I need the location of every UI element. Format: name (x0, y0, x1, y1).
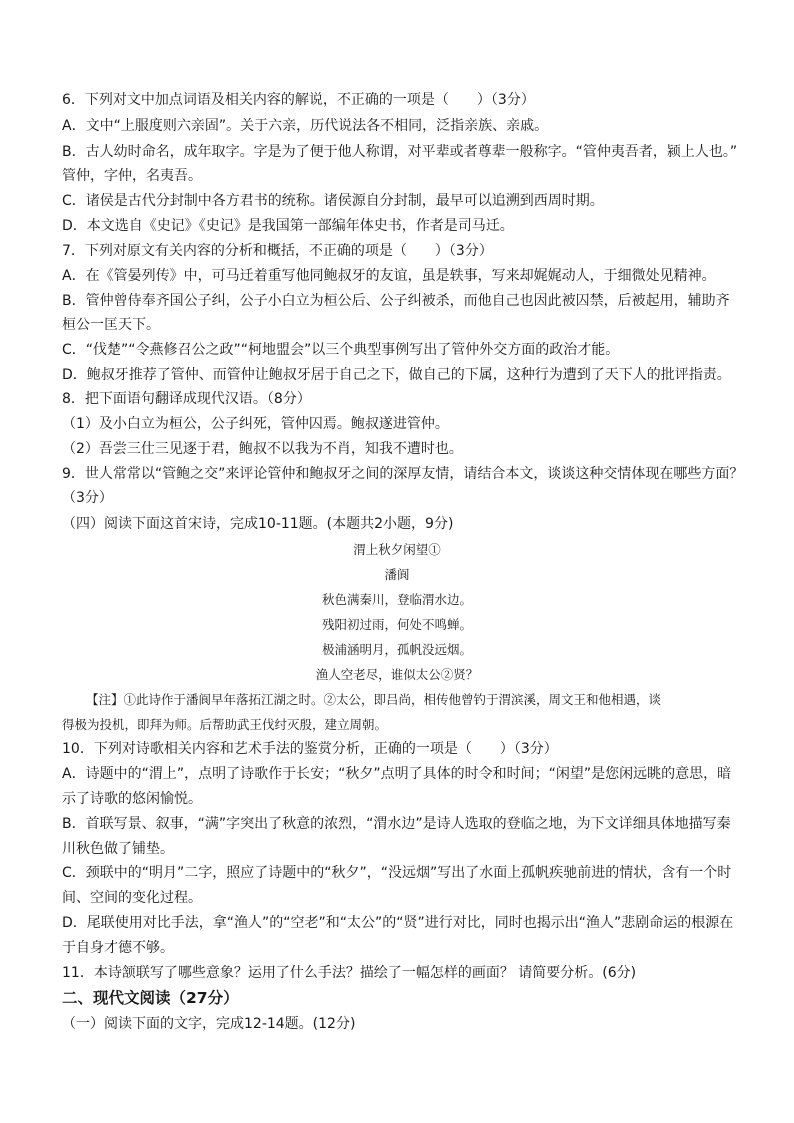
q6-option-d: D．本文选自《史记》《史记》是我国第一部编年体史书，作者是司马迁。 (62, 218, 514, 234)
q9-stem-line2: （3分） (62, 490, 113, 506)
q7-stem: 7．下列对原文有关内容的分析和概括，不正确的项是（ ）（3分） (62, 243, 493, 259)
q7-option-d: D．鲍叔牙推荐了管仲、而管仲让鲍叔牙居于自己之下，做自己的下属，这种行为遭到了天下人的批评指责。 (62, 367, 731, 383)
q6-option-a: A．文中“上服度则六亲固”。关于六亲，历代说法各不相同，泛指亲族、亲戚。 (62, 118, 549, 134)
poem-author: 潘阆 (384, 567, 410, 582)
q10-stem: 10．下列对诗歌相关内容和艺术手法的鉴赏分析，正确的一项是（ ）（3分） (62, 741, 558, 757)
q7-option-b-line1: B．管仲曾侍奉齐国公子纠，公子小白立为桓公后、公子纠被杀，而他自己也因此被囚禁，后被起用，辅助齐 (62, 293, 730, 309)
q6-option-c: C．诸侯是古代分封制中各方君书的统称。诸侯源自分封制，最早可以追溯到西周时期。 (62, 193, 604, 209)
poem-line-1: 秋色满秦川，登临渭水边。 (321, 592, 472, 607)
q10-option-a-line2: 示了诗歌的悠闲愉悦。 (62, 791, 202, 807)
poem-note-line1: 【注】①此诗作于潘阆早年落拓江湖之时。②太公，即吕尚，相传他曾钓于渭滨溪，周文王和他相遇，谈 (86, 692, 662, 707)
q10-option-b-line2: 川秋色做了铺垫。 (62, 841, 174, 857)
poem-note-line2: 得极为投机，即拜为师。后帮助武王伐纣灭殷，建立周朝。 (62, 717, 388, 732)
part4-heading: （四）阅读下面这首宋诗，完成10-11题。(本题共2小题，9分) (62, 516, 454, 532)
q10-option-c-line1: C．颈联中的“明月”二字，照应了诗题中的“秋夕”，“没远烟”写出了水面上孤帆疾驰前进的情状，含有一个时 (62, 865, 732, 881)
poem-line-2: 残阳初过雨，何处不鸣蝉。 (321, 617, 472, 632)
section-2-subheading: （一）阅读下面的文字，完成12-14题。(12分) (62, 1016, 356, 1032)
poem-line-4: 渔人空老尽，谁似太公②贤？ (315, 667, 479, 682)
q11-stem: 11．本诗颔联写了哪些意象？运用了什么手法？描绘了一幅怎样的画面？ 请简要分析。(6分) (62, 965, 637, 981)
q10-option-b-line1: B．首联写景、叙事，“满”字突出了秋意的浓烈，“渭水边”是诗人选取的登临之地，为下文详细具体地描写秦 (62, 816, 731, 832)
q8-sentence-1: （1）及小白立为桓公，公子纠死，管仲囚焉。鲍叔遂进管仲。 (62, 416, 449, 432)
q10-option-a-line1: A．诗题中的“渭上”，点明了诗歌作于长安；“秋夕”点明了具体的时令和时间；“闲望”是您闲远眺的意思，暗 (62, 766, 732, 782)
q10-option-d-line2: 于自身才德不够。 (62, 940, 174, 956)
q8-sentence-2: （2）吾尝三仕三见逐于君，鲍叔不以我为不肖，知我不遭时也。 (62, 441, 463, 457)
q7-option-b-line2: 桓公一匡天下。 (62, 317, 160, 333)
q7-option-c: C．“伐楚”“令燕修召公之政”“柯地盟会”以三个典型事例写出了管仲外交方面的政治才能。 (62, 342, 620, 358)
poem-line-3: 极浦涵明月，孤帆没远烟。 (321, 642, 472, 657)
q6-option-b-line1: B．古人幼时命名，成年取字。字是为了便于他人称谓，对平辈或者尊辈一般称字。“管仲夷吾者，颍上人也。” (62, 144, 738, 160)
section-2-heading: 二、现代文阅读（27分） (62, 989, 239, 1007)
q10-option-c-line2: 间、空间的变化过程。 (62, 890, 202, 906)
q10-option-d-line1: D．尾联使用对比手法，拿“渔人”的“空老”和“太公”的“贤”进行对比，同时也揭示出“渔人”悲剧命运的根源在 (62, 915, 734, 931)
q6-stem: 6．下列对文中加点词语及相关内容的解说，不正确的一项是（ ）（3分） (62, 92, 535, 108)
poem-title: 渭上秋夕闲望① (353, 542, 441, 557)
q6-option-b-line2: 管仲，字仲，名夷吾。 (62, 168, 202, 184)
q8-stem: 8．把下面语句翻译成现代汉语。（8分） (62, 391, 311, 407)
q7-option-a: A．在《管晏列传》中，可马迁着重写他同鲍叔牙的友谊，虽是轶事，写来却娓娓动人，于细微处见精神。 (62, 268, 716, 284)
q9-stem-line1: 9．世人常常以“管鲍之交”来评论管仲和鲍叔牙之间的深厚友情，请结合本文，谈谈这种交情体现在哪些方面？ (62, 466, 744, 482)
